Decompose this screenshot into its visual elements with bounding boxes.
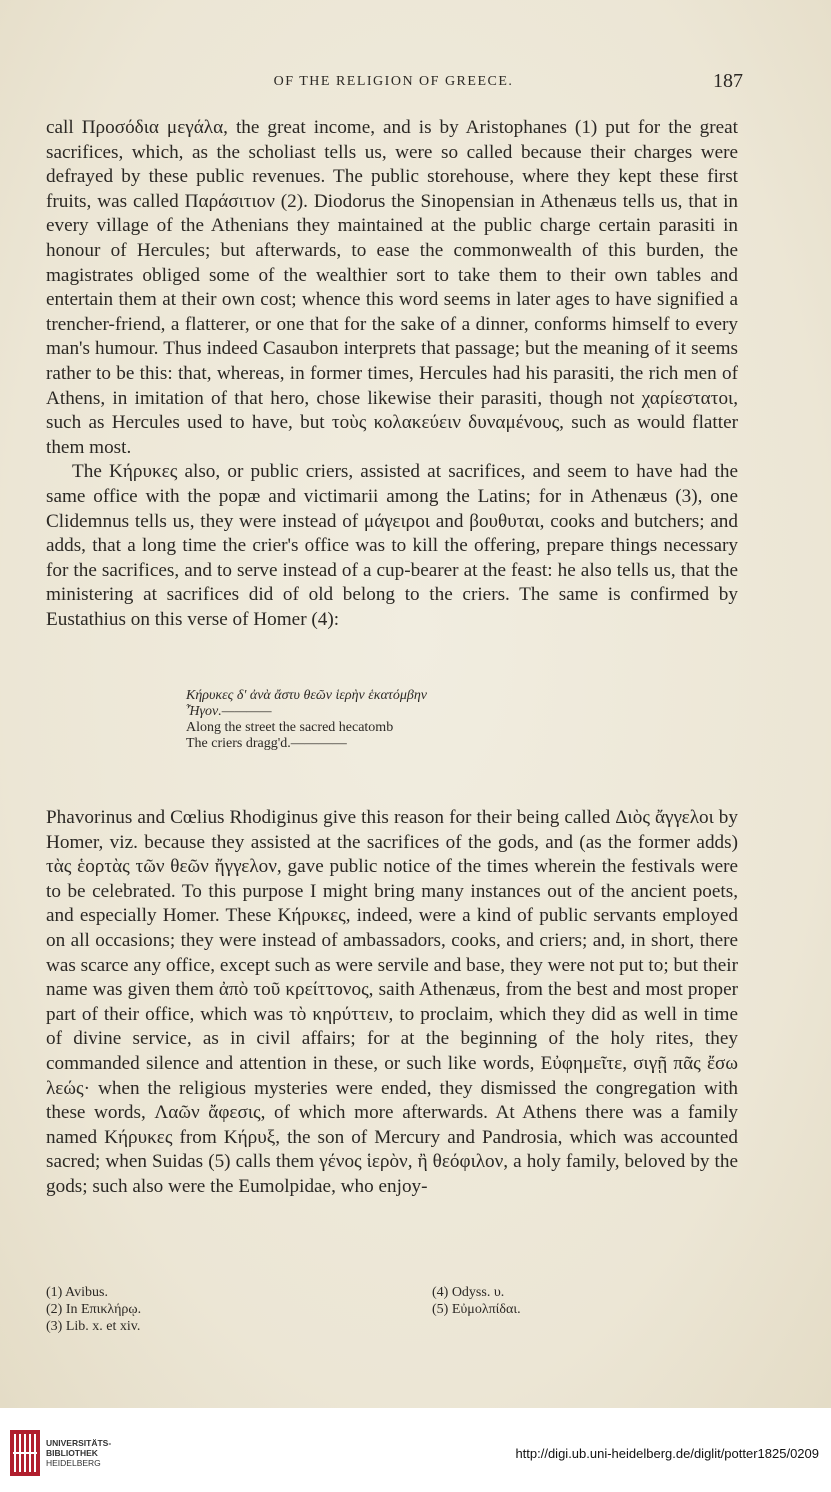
institution-line: BIBLIOTHEK	[46, 1448, 98, 1458]
main-text-lower	[46, 806, 738, 1200]
paragraph: The Κήρυκες also, or public criers, assisted at sacrifices, and seem to have had the same office with the popæ and victimarii among the Latins; for in Athenæus (3), one Clidemnus tells us, they were instead of μάγειροι and βουθυται, cooks and butchers; and adds, that a long time the crier's office was to kill the offering, prepare things necessary for the sacrifices, and to serve instead of a cup-bearer at the feast: he also tells us, that the ministering at sacrifices did of old belong to the criers. The same is confirmed by Eustathius on this verse of Homer (4):	[46, 461, 738, 630]
translation-line: Along the street the sacred hecatomb	[186, 720, 394, 735]
greek-verse-line: Ἦγον.————	[186, 704, 272, 719]
footnotes-right-column	[432, 1284, 732, 1318]
translation-line: The criers dragg'd.————	[186, 736, 347, 751]
verse-quotation	[186, 688, 586, 752]
running-head: OF THE RELIGION OF GREECE.	[273, 74, 514, 89]
page-header	[44, 70, 743, 94]
institution-line: HEIDELBERG	[46, 1458, 101, 1468]
source-url-link[interactable]: http://digi.ub.uni-heidelberg.de/diglit/potter1825/0209	[515, 1446, 819, 1461]
footnote: (3) Lib. x. et xiv.	[46, 1319, 141, 1334]
footnotes-left-column	[46, 1284, 376, 1335]
main-text-upper	[46, 116, 738, 632]
greek-verse-line: Κήρυκες δ' ἀνὰ ἄστυ θεῶν ἱερὴν ἑκατόμβην	[186, 688, 427, 703]
footnote: (5) Εὐμολπίδαι.	[432, 1302, 521, 1317]
page-number: 187	[713, 70, 743, 92]
footnote: (2) In Επικλήρῳ.	[46, 1302, 142, 1317]
institution-line: UNIVERSITÄTS-	[46, 1438, 112, 1448]
footnote: (1) Avibus.	[46, 1285, 108, 1300]
heidelberg-library-logo-icon	[10, 1430, 40, 1476]
institution-name	[46, 1438, 111, 1468]
paragraph: Phavorinus and Cœlius Rhodiginus give this reason for their being called Διὸς ἄγγελοι by Homer, viz. because they assisted at the sacrifices of the gods, and (as the former adds) τὰς ἑορτὰς τῶν θεῶν ἤγγελον, gave public notice of the times wherein the festivals were to be celebrated. To this purpose I might bring many instances out of the ancient poets, and especially Homer. These Κήρυκες, indeed, were a kind of public servants employed on all occasions; they were instead of ambassadors, cooks, and criers; and, in short, there was scarce any office, except such as were servile and base, they were not put to; but their name was given them ἀπὸ τοῦ κρείττονος, saith Athenæus, from the best and most proper part of their office, which was τὸ κηρύττειν, to proclaim, which they did as well in time of divine service, as in civil affairs; for at the beginning of the holy rites, they commanded silence and attention in these, or such like words, Εὐφημεῖτε, σιγῇ πᾶς ἔσω λεώς· when the religious mysteries were ended, they dismissed the congregation with these words, Λαῶν ἄφεσις, of which more afterwards. At Athens there was a family named Κήρυκες from Κήρυξ, the son of Mercury and Pandrosia, which was accounted sacred; when Suidas (5) calls them γένος ἱερὸν, ἢ θεόφιλον, a holy family, beloved by the gods; such also were the Eumolpidae, who enjoy-	[46, 807, 738, 1197]
paragraph: call Προσόδια μεγάλα, the great income, and is by Aristophanes (1) put for the great sacrifices, which, as the scholiast tells us, were so called because their charges were defrayed by these public revenues. The public storehouse, where they kept these first fruits, was called Παράσιτιον (2). Diodorus the Sinopensian in Athenæus tells us, that in every village of the Athenians they maintained at the public charge certain parasiti in honour of Hercules; but afterwards, to ease the commonwealth of this burden, the magistrates obliged some of the wealthier sort to take them to their own tables and entertain them at their own cost; whence this word seems in later ages to have signified a trencher-friend, a flatterer, or one that for the sake of a dinner, conforms himself to every man's humour. Thus indeed Casaubon interprets that passage; but the meaning of it seems rather to be this: that, whereas, in former times, Hercules had his parasiti, the rich men of Athens, in imitation of that hero, chose likewise their parasiti, though not χαρίεστατοι, such as Hercules used to have, but τοὺς κολακεύειν δυναμένους, such as would flatter them most.	[46, 117, 738, 458]
footnote: (4) Odyss. υ.	[432, 1285, 505, 1300]
